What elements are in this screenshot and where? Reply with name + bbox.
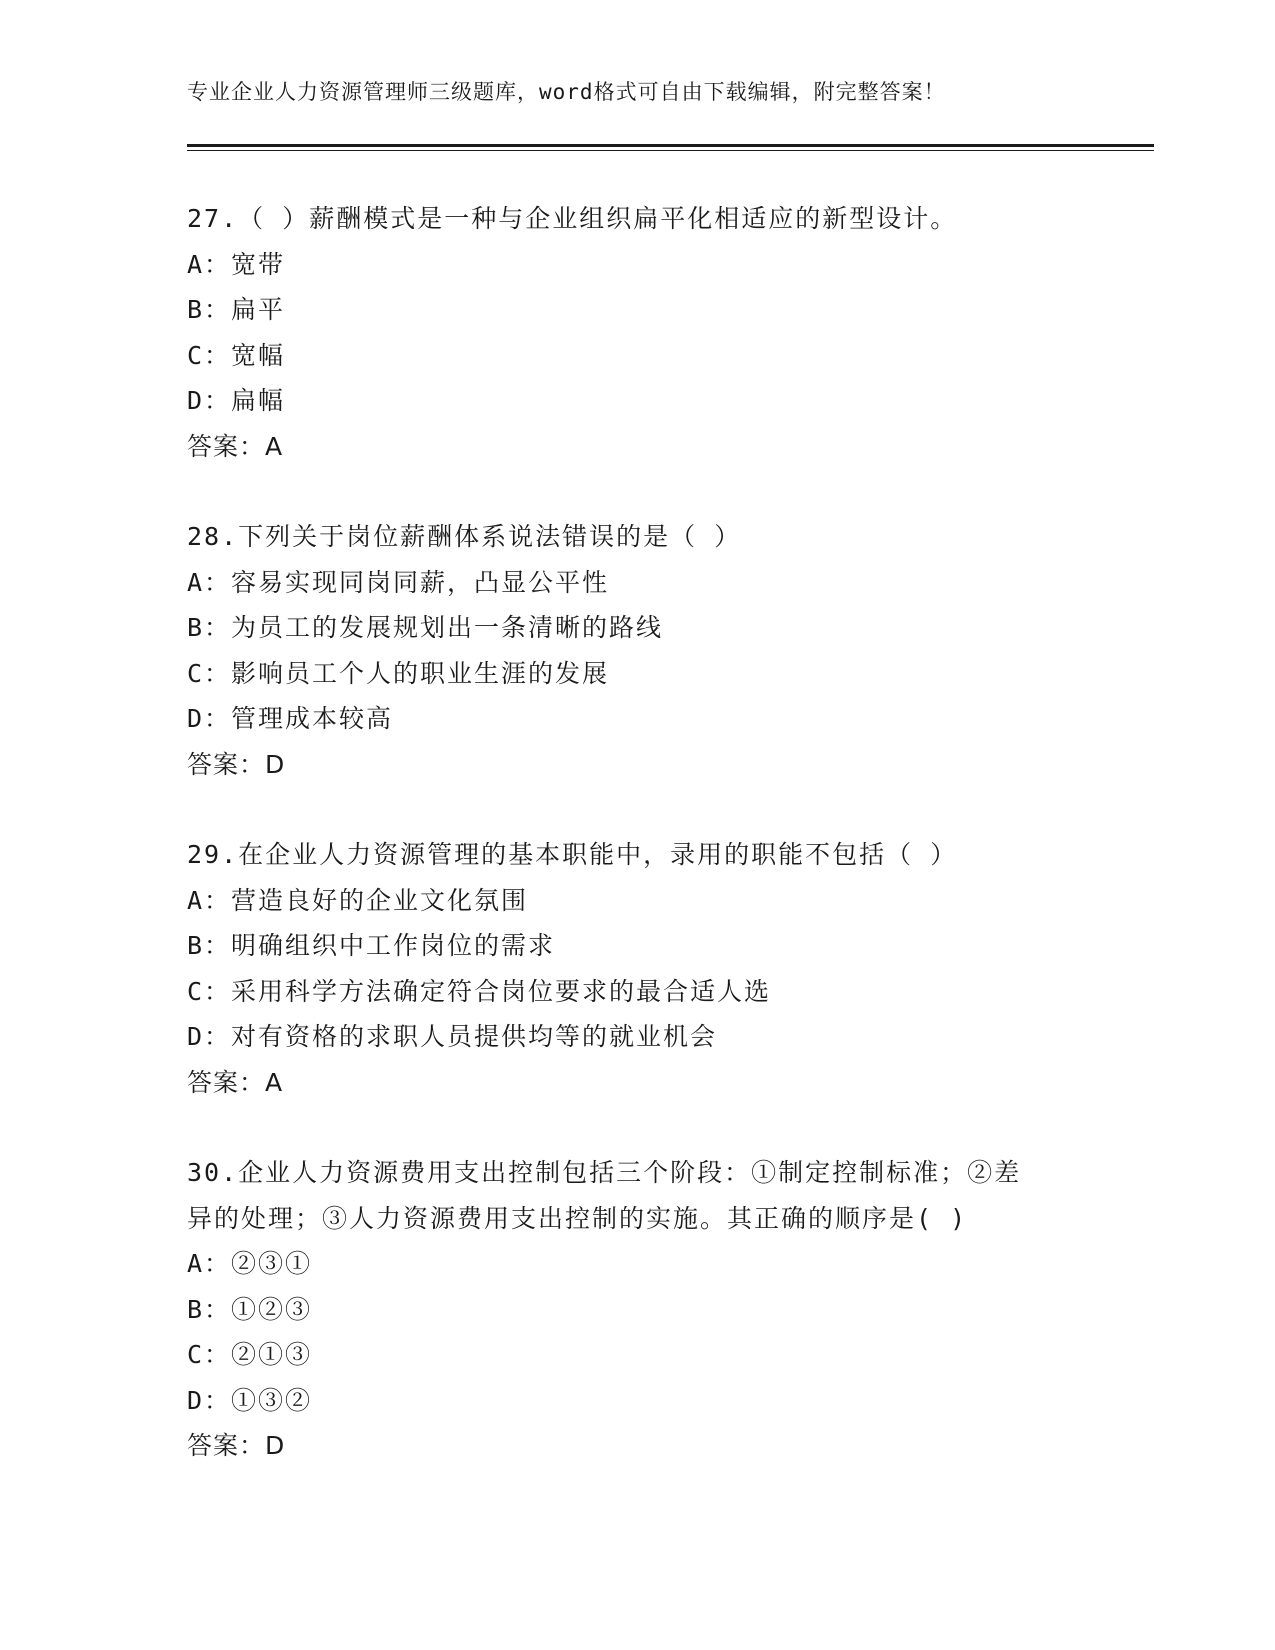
- option-b: B：明确组织中工作岗位的需求: [187, 931, 556, 960]
- question-stem: 28.下列关于岗位薪酬体系说法错误的是（ ）: [187, 522, 742, 551]
- option-d: D：对有资格的求职人员提供均等的就业机会: [187, 1022, 718, 1051]
- header-divider-thin: [187, 150, 1154, 151]
- answer: 答案：D: [187, 1431, 286, 1460]
- option-b: B：扁平: [187, 295, 286, 324]
- option-d: D：①③②: [187, 1385, 313, 1415]
- option-c: C：宽幅: [187, 340, 286, 370]
- page-header: 专业企业人力资源管理师三级题库，word格式可自由下载编辑，附完整答案！: [187, 80, 946, 104]
- option-a: A：②③①: [187, 1249, 313, 1278]
- option-a: A：容易实现同岗同薪，凸显公平性: [187, 567, 610, 597]
- option-b: B：①②③: [187, 1294, 313, 1324]
- option-a: A：宽带: [187, 249, 286, 279]
- option-c: C：影响员工个人的职业生涯的发展: [187, 658, 610, 688]
- answer: 答案：A: [187, 431, 284, 461]
- answer: 答案：D: [187, 749, 286, 779]
- option-d: D：管理成本较高: [187, 704, 394, 733]
- question-stem-line-1: 30.企业人力资源费用支出控制包括三个阶段：①制定控制标准；②差: [187, 1158, 1022, 1187]
- option-c: C：②①③: [187, 1340, 313, 1369]
- option-d: D：扁幅: [187, 386, 286, 415]
- answer: 答案：A: [187, 1067, 284, 1097]
- question-28: [187, 514, 1087, 787]
- question-stem-line-2: 异的处理；③人力资源费用支出控制的实施。其正确的顺序是( ): [187, 1203, 968, 1233]
- question-29: [187, 832, 1087, 1105]
- question-30: [187, 1150, 1087, 1469]
- question-27: [187, 196, 1087, 469]
- option-b: B：为员工的发展规划出一条清晰的路线: [187, 613, 664, 642]
- header-divider-thick: [187, 144, 1154, 147]
- option-c: C：采用科学方法确定符合岗位要求的最合适人选: [187, 976, 772, 1006]
- option-a: A：营造良好的企业文化氛围: [187, 885, 529, 915]
- question-stem: 29.在企业人力资源管理的基本职能中，录用的职能不包括（ ）: [187, 840, 958, 869]
- question-stem: 27.（ ）薪酬模式是一种与企业组织扁平化相适应的新型设计。: [187, 204, 958, 233]
